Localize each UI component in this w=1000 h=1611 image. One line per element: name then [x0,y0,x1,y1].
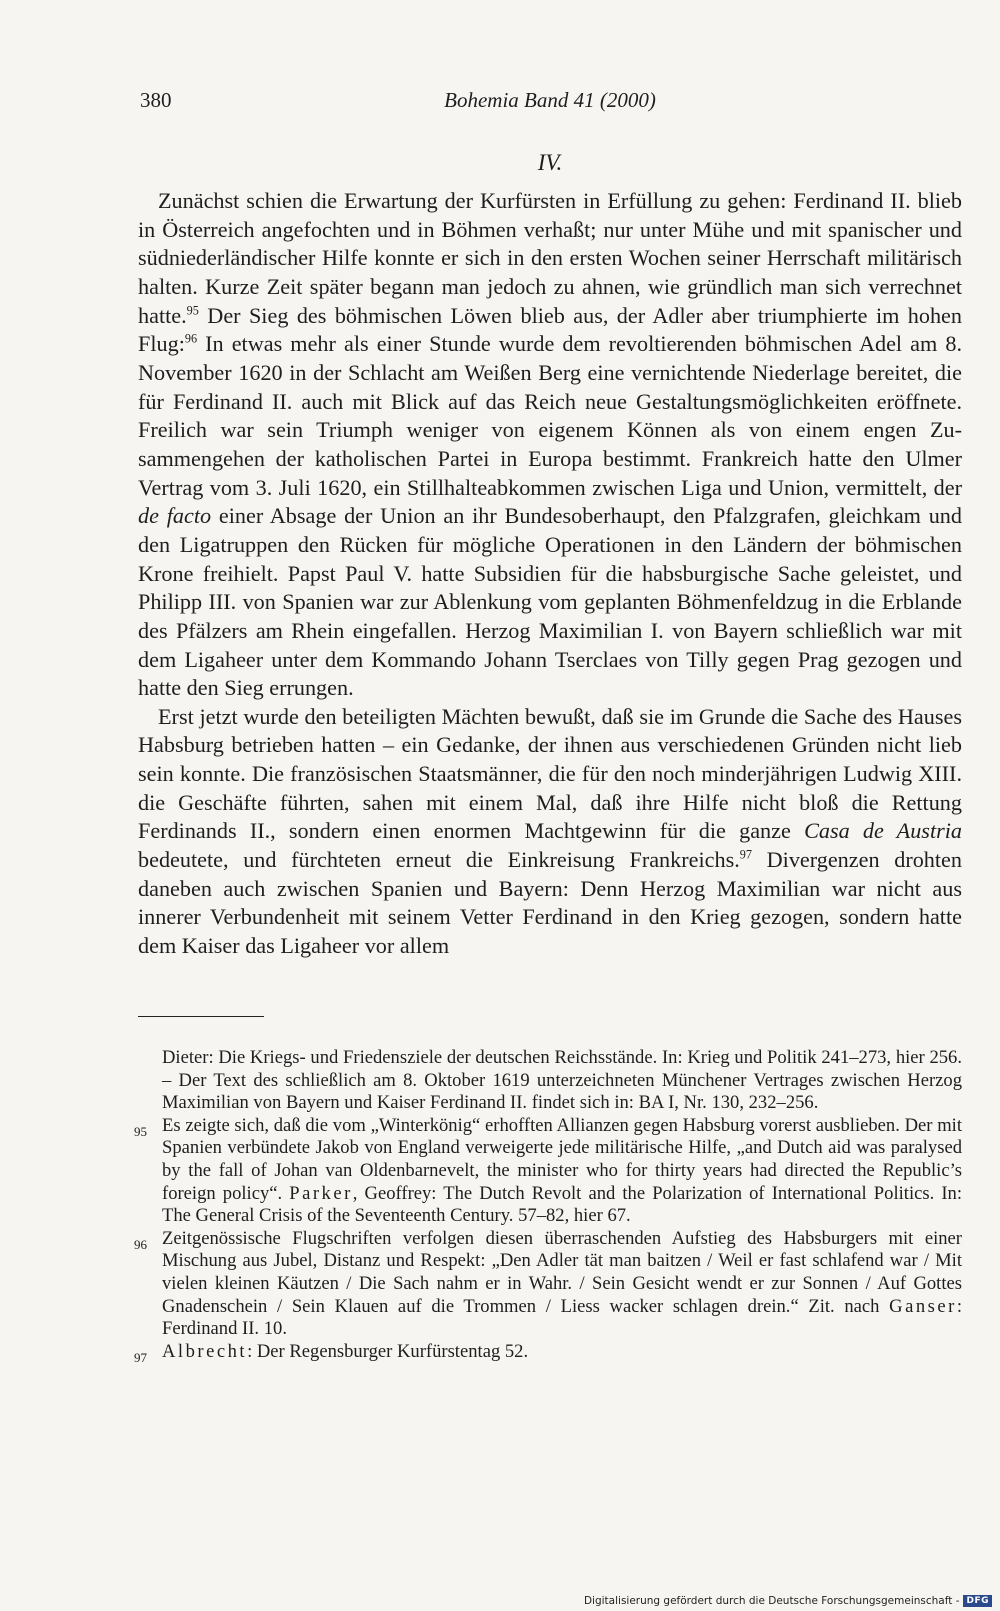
footnotes [134,1047,962,1365]
footnote-ref-95: 95 [186,303,199,318]
footnote-number: 97 [134,1349,147,1365]
page-header [140,88,960,124]
footnote-96-author: Ganser [889,1295,957,1317]
footnote-95 [134,1114,962,1228]
footnote-ref-97: 97 [739,847,752,862]
footnote-continued: Dieter: Die Kriegs- und Friedensziele der deutschen Reichsstände. In: Krieg und Politik 241–273, hier 256. – Der Text des schließlich am 8. Oktober 1619 unterzeichneten Münchener Vertrages zwischen Herzog Maximilian von Bayern und Kaiser Ferdinand II. findet sich in: BA I, Nr. 130, 232–256. [162,1047,962,1114]
digitization-footer [584,1595,992,1607]
section-heading: IV. [537,150,563,175]
footnote-number: 95 [134,1123,147,1139]
page-number: 380 [140,88,172,112]
dfg-logo-icon: DFG [963,1595,992,1607]
body-text [138,187,962,961]
paragraph-2-italic: Casa de Austria [804,818,962,844]
paragraph-1 [138,187,962,703]
footnote-97-author: Albrecht [162,1340,248,1362]
paragraph-1-text-a: Zunächst schien die Erwartung der Kurfürsten in Erfüllung zu gehen: Ferdinand II. blieb in Österreich angefochten und in Böhmen verhaßt; nur unter Mühe und mit spanischer und südniederländischer Hilfe konnte er sich in den ersten Wochen seiner Herrschaft militärisch halten. Kurze Zeit später begann man jedoch zu ahnen, wie gründlich man sich verrechnet hatte. [138,188,962,328]
running-head: Bohemia Band 41 (2000) [444,88,656,112]
footnote-number: 96 [134,1236,147,1252]
paragraph-2-text-a: Erst jetzt wurde den beteiligten Mächten bewußt, daß sie im Grunde die Sache des Hauses Habsburg betrieben hatten – ein Gedanke, der ihnen aus verschiedenen Gründen nicht lieb sein konnte. Die französischen Staatsmänner, die für den noch minderjährigen Ludwig XIII. die Geschäfte führten, sahen mit einem Mal, daß ihre Hilfe nicht bloß die Rettung Ferdinands II., sondern einen enormen Machtgewinn für die ganze [138,703,962,844]
paragraph-1-text-b: Der Sieg des böhmischen Löwen blieb aus, der Adler aber triumphierte im hohen Flug: [138,302,962,357]
footnote-95-text-b: , Geoffrey: The Dutch Revolt and the Polarization of International Politics. In: The General Crisis of the Seventeenth Century. 57–82, hier 67. [162,1182,962,1227]
paragraph-1-text-d: einer Absage der Union an ihr Bundesoberhaupt, den Pfalzgrafen, gleichkam und den Ligatruppen den Rücken für mögliche Operationen in den Ländern der böhmischen Krone freihielt. Papst Paul V. hatte Subsidien für die habsburgische Sache geleistet, und Philipp III. von Spanien war zur Ablenkung vom geplanten Böhmenfeldzug in die Erblande des Pfälzers am Rhein eingefallen. Herzog Maximilian I. von Bayern schließlich war mit dem Ligaheer unter dem Kommando Johann Tserclaes von Tilly gegen Prag gezogen und hatte den Sieg errungen. [138,503,962,701]
footnote-96-text-b: : Ferdinand II. 10. [162,1295,962,1340]
footnote-96 [134,1227,962,1341]
paragraph-2-text-c: Divergenzen drohten daneben auch zwischen Spanien und Bayern: Denn Herzog Maximilian war nicht aus innerer Verbundenheit mit seinem Vetter Ferdinand in den Krieg gezogen, sondern hatte dem Kaiser das Ligaheer vor allem [138,847,963,959]
footnote-97-text-a: : Der Regensburger Kurfürstentag 52. [247,1340,529,1362]
paragraph-1-italic: de facto [138,503,212,529]
footnote-95-text-a: Es zeigte sich, daß die vom „Winterkönig“ erhofften Allianzen gegen Habsburg vorerst ausblieben. Der mit Spanien verbündete Jakob von England verweigerte jede militärische Hilfe, „and Dutch aid was paralysed by the fall of Johan van Oldenbarnevelt, the minister who for thirty years had directed the Republic’s foreign policy“. [162,1114,962,1204]
paragraph-2 [138,703,962,961]
footnote-96-text-a: Zeitgenössische Flugschriften verfolgen diesen überraschenden Aufstieg des Habsburgers mit einer Mischung aus Jubel, Distanz und Respekt: „Den Adler tät man baitzen / Weil er fast schlafend war / Mit vielen kleinen Käutzen / Die Sach nahm er in Wahr. / Sein Gesicht wendt er zur Sonnen / Auf Gottes Gnadenschein / Sein Klauen auf die Trommen / Liess wacker schlagen drein.“ Zit. nach [162,1227,962,1317]
footnote-ref-96: 96 [184,331,198,346]
footnote-95-author: Parker [289,1182,353,1204]
digitization-credit: Digitalisierung gefördert durch die Deutsche Forschungsgemeinschaft - [583,1595,960,1607]
footnote-separator [138,1016,264,1017]
paragraph-2-text-b: bedeutete, und fürchteten erneut die Einkreisung Frankreichs. [138,847,740,873]
paragraph-1-text-c: In etwas mehr als einer Stunde wurde dem revoltierenden böhmischen Adel am 8. November 1620 in der Schlacht am Weißen Berg eine vernichtende Niederlage bereitet, die für Ferdinand II. auch mit Blick auf das Reich neue Gestaltungsmöglichkeiten eröffnete. Freilich war sein Triumph weniger von eigenem Können als von einem engen Zusammengehen der katholischen Partei in Europa bestimmt. Frankreich hatte den Ulmer Vertrag vom 3. Juli 1620, ein Stillhalteabkommen zwischen Liga und Union, vermittelt, der [138,331,962,500]
footnote-97 [134,1340,962,1365]
